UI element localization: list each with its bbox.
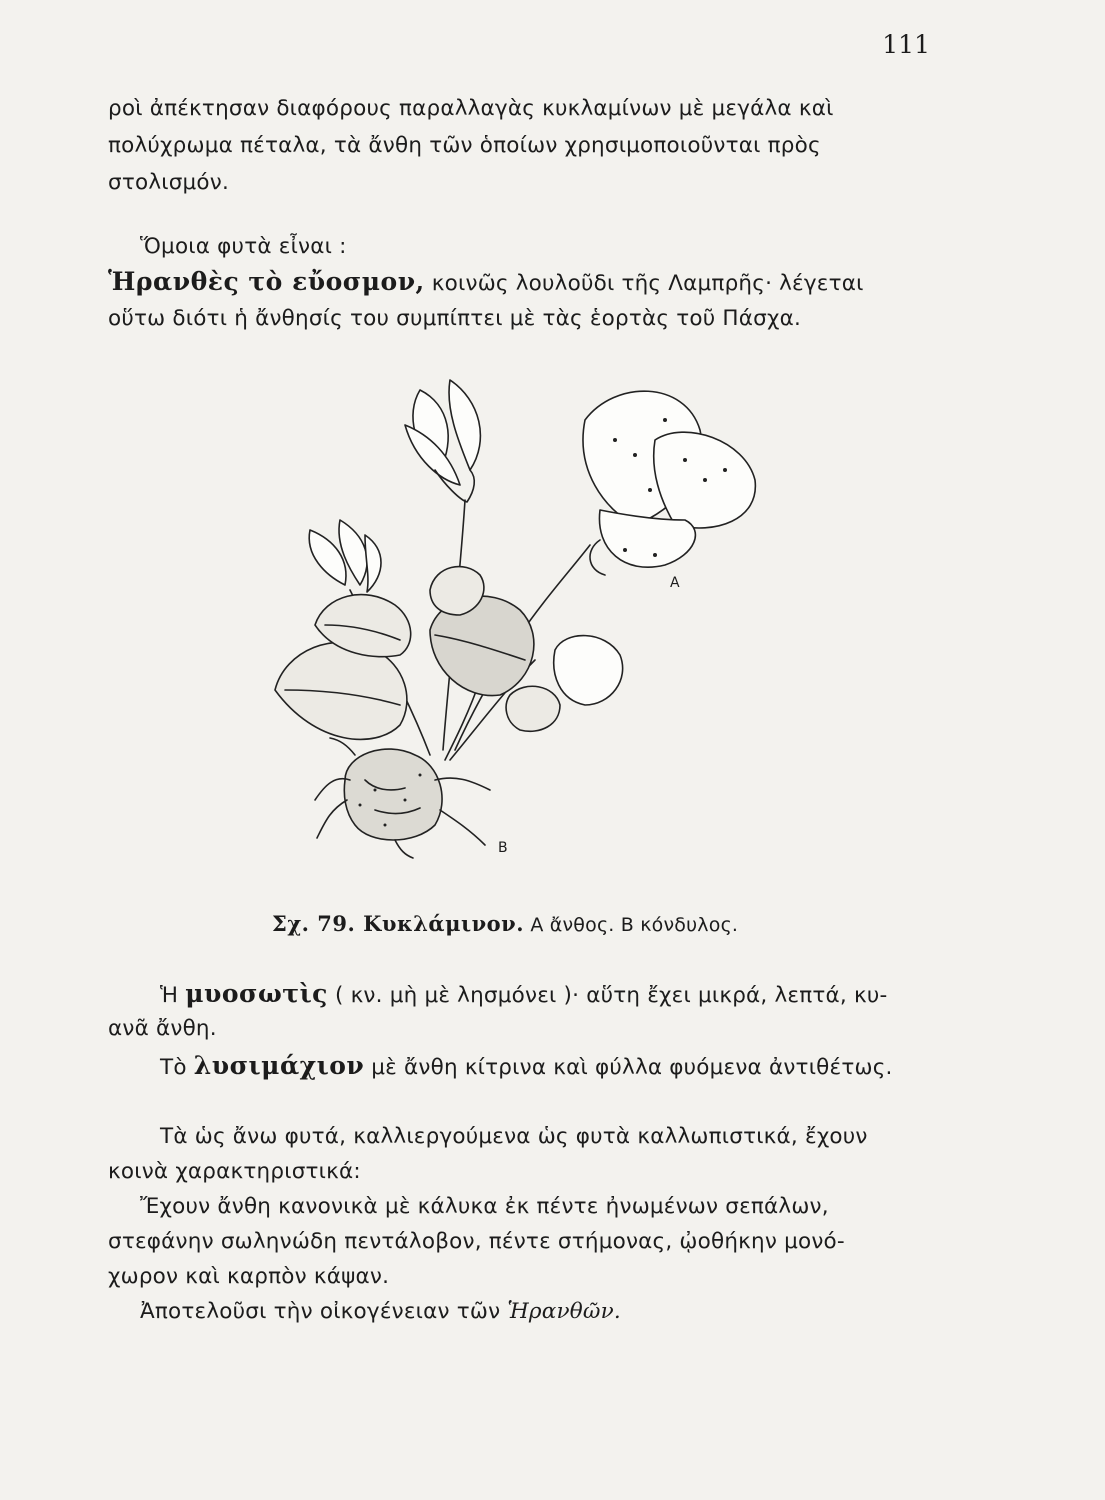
- family-name: Ἡρανθῶν.: [507, 1299, 621, 1324]
- text-span: κοινῶς λουλοῦδι τῆς Λαμπρῆς· λέγεται: [424, 271, 864, 296]
- text-line: ροὶ ἀπέκτησαν διαφόρους παραλλαγὰς κυκλαμίνων μὲ μεγάλα καὶ: [108, 96, 834, 121]
- text-line: οὕτω διότι ἡ ἄνθησίς του συμπίπτει μὲ τὰς ἑορτὰς τοῦ Πάσχα.: [108, 306, 802, 331]
- text-line: Ὅμοια φυτὰ εἶναι :: [140, 234, 347, 259]
- text-line: [108, 268, 864, 298]
- figure-label-a: Α: [670, 575, 680, 591]
- term-myosotis: μυοσωτὶς: [185, 979, 328, 1008]
- text-line: πολύχρωμα πέταλα, τὰ ἄνθη τῶν ὁποίων χρησιμοποιοῦνται πρὸς: [108, 133, 821, 158]
- text-line: [160, 1052, 893, 1082]
- term-eranthis: Ἡρανθὲς τὸ εὔοσμον,: [108, 267, 425, 296]
- text-line: Ἔχουν ἄνθη κανονικὰ μὲ κάλυκα ἐκ πέντε ἠνωμένων σεπάλων,: [140, 1194, 829, 1219]
- text-span: Τὸ: [160, 1055, 194, 1080]
- text-line: στολισμόν.: [108, 170, 230, 195]
- text-line: Τὰ ὡς ἄνω φυτά, καλλιεργούμενα ὡς φυτὰ καλλωπιστικά, ἔχουν: [160, 1124, 868, 1149]
- text-line: [160, 980, 887, 1010]
- term-lysimachion: λυσιμάχιον: [193, 1051, 365, 1080]
- text-line: [140, 1298, 621, 1326]
- text-span: Ἡ: [160, 983, 186, 1008]
- page-number: 111: [882, 30, 930, 59]
- text-span: μὲ ἄνθη κίτρινα καὶ φύλλα φυόμενα ἀντιθέτως.: [364, 1055, 893, 1080]
- text-line: ανᾶ ἄνθη.: [108, 1016, 217, 1041]
- caption-label: Σχ. 79. Κυκλάμινον.: [272, 911, 525, 936]
- text-span: ( κν. μὴ μὲ λησμόνει )· αὕτη ἔχει μικρά, λεπτά, κυ-: [327, 983, 888, 1008]
- cyclamen-drawing: [255, 360, 775, 860]
- figure-label-b: Β: [498, 840, 508, 856]
- cyclamen-illustration: [255, 360, 775, 860]
- text-line: χωρον καὶ καρπὸν κάψαν.: [108, 1264, 390, 1289]
- text-line: κοινὰ χαρακτηριστικά:: [108, 1159, 361, 1184]
- caption-text: Α ἄνθος. Β κόνδυλος.: [524, 914, 739, 936]
- figure-caption: [272, 910, 738, 939]
- text-span: Ἀποτελοῦσι τὴν οἰκογένειαν τῶν: [140, 1299, 508, 1324]
- text-line: στεφάνην σωληνώδη πεντάλοβον, πέντε στήμονας, ᾠοθήκην μονό-: [108, 1229, 845, 1254]
